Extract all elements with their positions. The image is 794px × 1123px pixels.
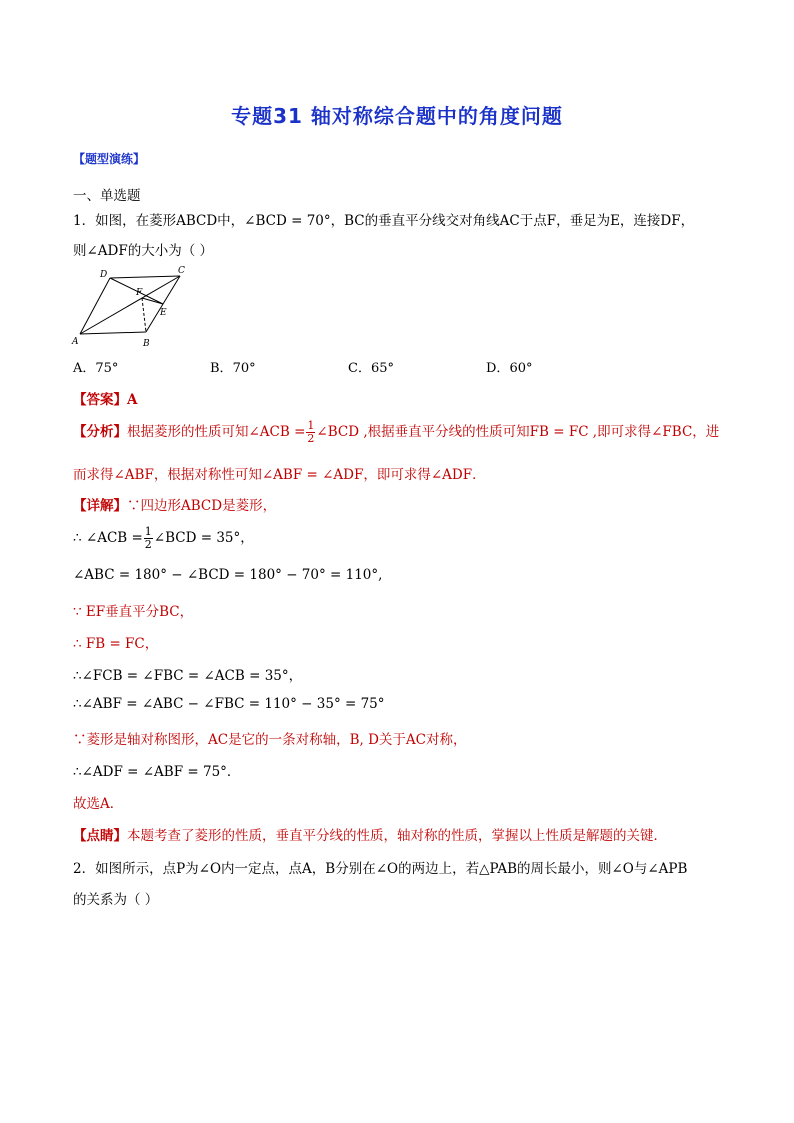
q2-stem-line1: 2．如图所示，点P为∠O内一定点，点A，B分别在∠O的两边上，若△PAB的周长最小，则∠O与∠APB [73,861,688,877]
option-b: B．70° [210,361,256,376]
label-a: A [72,337,79,347]
analysis-line2: 而求得∠ABF，根据对称性可知∠ABF = ∠ADF，即可求得∠ADF． [73,467,486,483]
comment-tag: 【点睛】 [73,828,127,844]
label-f: F [136,288,143,298]
analysis-tag: 【分析】 [73,424,127,440]
q2-stem-line2: 的关系为（ ） [73,892,159,908]
answer-tag: 【答案】 [73,392,127,408]
detail-step6: ∴∠ABF = ∠ABC − ∠FBC = 110° − 35° = 75° [73,696,385,712]
page-title: 专题31 轴对称综合题中的角度问题 [231,104,563,128]
label-e: E [160,308,167,318]
detail-step5: ∴∠FCB = ∠FBC = ∠ACB = 35°， [73,668,303,684]
rhombus-figure [70,262,190,350]
fraction-half: $\frac{1}{2}$ [307,419,315,445]
detail-line1: 【详解】∵四边形ABCD是菱形， [73,498,277,514]
detail-step3: ∵ EF垂直平分BC， [73,604,194,620]
subsection-title: 一、单选题 [73,188,141,204]
q1-stem-line1: 1．如图，在菱形ABCD中，∠BCD = 70°，BC的垂直平分线交对角线AC于点F，垂足为E，连接DF， [73,213,695,229]
answer-line [73,388,137,408]
detail-step1: ∴ ∠ACB = $\frac{1}{2}$ ∠BCD = 35°， [73,525,254,551]
analysis-line1: 【分析】根据菱形的性质可知∠ACB = $\frac{1}{2}$ ∠BCD ,根据垂直平分线的性质可知FB = FC ,即可求得∠FBC，进 [73,419,720,445]
fraction-half-2: $\frac{1}{2}$ [144,525,152,551]
conclusion: 故选A． [73,796,124,812]
answer-value: A [127,392,138,408]
comment-line: 【点睛】本题考查了菱形的性质，垂直平分线的性质，轴对称的性质，掌握以上性质是解题的关键． [73,828,667,844]
label-b: B [143,339,150,349]
section-label: 【题型演练】 [73,152,146,166]
label-d: D [100,270,108,280]
q1-stem-line2: 则∠ADF的大小为（ ） [73,243,214,259]
option-c: C．65° [348,361,394,376]
option-d: D．60° [486,361,533,376]
detail-step2: ∠ABC = 180° − ∠BCD = 180° − 70° = 110°, [73,567,383,583]
option-a: A．75° [73,361,119,376]
detail-step8: ∴∠ADF = ∠ABF = 75°． [73,764,241,780]
label-c: C [178,266,185,276]
detail-step4: ∴ FB = FC， [73,636,159,652]
detail-step7: ∵菱形是轴对称图形，AC是它的一条对称轴，B, D关于AC对称， [73,732,467,748]
detail-tag: 【详解】 [73,498,127,514]
